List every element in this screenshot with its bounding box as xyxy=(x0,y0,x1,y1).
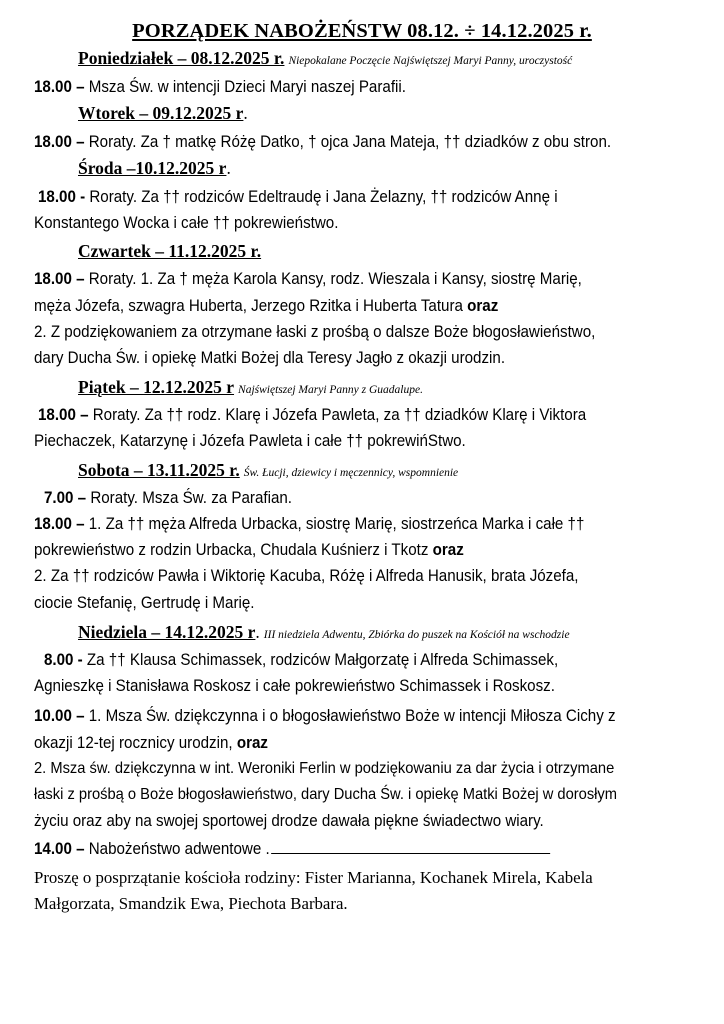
mass-text: łaski z prośbą o Boże błogosławieństwo, dary Ducha Św. i opiekę Matki Bożej w dorosłym xyxy=(34,786,618,803)
mass-time: 18.00 – xyxy=(34,133,85,151)
day-note: Najświętszej Maryi Panny z Guadalupe. xyxy=(238,384,423,396)
day-suffix: . xyxy=(226,158,231,178)
mass-text: Piechaczek, Katarzynę i Józefa Pawleta i całe †† pokrewińStwo. xyxy=(34,432,466,450)
day-heading-thursday xyxy=(78,241,261,262)
mass-time: 18.00 – xyxy=(38,406,89,424)
mass-text: Msza Św. w intencji Dzieci Maryi naszej Parafii. xyxy=(84,78,406,96)
cleaning-note-line: Proszę o posprzątanie kościoła rodziny: Fister Marianna, Kochanek Mirela, Kabela xyxy=(34,868,593,887)
mass-time: 18.00 – xyxy=(34,78,85,96)
cleaning-note-line: Małgorzata, Smandzik Ewa, Piechota Barbara. xyxy=(34,894,348,913)
day-name: Wtorek – 09.12.2025 r xyxy=(78,103,244,123)
mass-line xyxy=(34,323,595,342)
mass-line xyxy=(34,760,614,778)
mass-time: 8.00 - xyxy=(44,651,83,669)
mass-line xyxy=(34,515,584,534)
mass-line xyxy=(34,349,505,368)
mass-text: Za †† Klausa Schimassek, rodziców Małgorzatę i Alfreda Schimassek, xyxy=(82,651,559,669)
mass-text: życiu oraz aby na swojej sportowej drodze dawała piękne świadectwo wiary. xyxy=(34,812,544,830)
mass-time: 18.00 – xyxy=(34,270,85,288)
mass-line xyxy=(34,297,498,316)
day-heading-saturday xyxy=(78,460,458,481)
mass-text: 2. Za †† rodziców Pawła i Wiktorię Kacuba, Różę i Alfreda Hanusik, brata Józefa, xyxy=(34,567,579,585)
day-note: Św. Łucji, dziewicy i męczennicy, wspomnienie xyxy=(243,467,459,479)
day-heading-tuesday xyxy=(78,103,248,124)
day-name: Sobota – 13.11.2025 r. xyxy=(78,460,240,480)
mass-line xyxy=(34,677,555,696)
mass-line xyxy=(34,786,617,804)
mass-line xyxy=(34,541,464,560)
mass-time: 7.00 – xyxy=(44,489,87,507)
mass-line xyxy=(34,840,551,859)
mass-conjunction: oraz xyxy=(467,297,499,315)
day-suffix: . xyxy=(243,103,248,123)
mass-line xyxy=(44,489,292,508)
mass-text: 1. Msza Św. dziękczynna i o błogosławieństwo Boże w intencji Miłosza Cichy z xyxy=(84,707,616,725)
mass-time: 14.00 – xyxy=(34,840,85,858)
mass-line xyxy=(44,651,558,670)
mass-line xyxy=(34,707,616,726)
mass-line xyxy=(34,734,268,753)
mass-text: męża Józefa, szwagra Huberta, Jerzego Rzitka i Huberta Tatura xyxy=(34,297,468,315)
mass-time: 18.00 - xyxy=(38,188,86,206)
mass-text: 2. Z podziękowaniem za otrzymane łaski z prośbą o dalsze Boże błogosławieństwo, xyxy=(34,323,596,341)
mass-line xyxy=(34,432,466,451)
mass-line xyxy=(34,567,579,586)
mass-line xyxy=(34,812,544,831)
mass-time: 10.00 – xyxy=(34,707,85,725)
mass-text: Roraty. Msza Św. za Parafian. xyxy=(86,489,293,507)
mass-time: 18.00 – xyxy=(34,515,85,533)
day-name: Piątek – 12.12.2025 r xyxy=(78,377,235,397)
mass-conjunction: oraz xyxy=(236,734,268,752)
mass-line xyxy=(34,214,338,233)
mass-line xyxy=(38,406,586,425)
mass-text: pokrewieństwo z rodzin Urbacka, Chudala Kuśnierz i Tkotz xyxy=(34,541,433,559)
mass-line xyxy=(34,594,254,613)
mass-text: Roraty. Za † matkę Różę Datko, † ojca Jana Mateja, †† dziadków z obu stron. xyxy=(84,133,612,151)
mass-text: 2. Msza św. dziękczynna w int. Weroniki Ferlin w podziękowaniu za dar życia i otrzymane xyxy=(34,760,615,777)
day-name: Środa –10.12.2025 r xyxy=(78,158,227,178)
mass-text: dary Ducha Św. i opiekę Matki Bożej dla Teresy Jagło z okazji urodzin. xyxy=(34,349,506,367)
mass-text: ciocie Stefanię, Gertrudę i Marię. xyxy=(34,594,255,612)
mass-line xyxy=(34,133,611,152)
mass-text: 1. Za †† męża Alfreda Urbacka, siostrę Marię, siostrzeńca Marka i całe †† xyxy=(84,515,585,533)
mass-line xyxy=(34,78,406,97)
page-title: PORZĄDEK NABOŻEŃSTW 08.12. ÷ 14.12.2025 r. xyxy=(132,20,592,42)
mass-text: Agnieszkę i Stanisława Roskosz i całe pokrewieństwo Schimassek i Roskosz. xyxy=(34,677,555,695)
mass-text: Konstantego Wocka i całe †† pokrewieństwo. xyxy=(34,214,339,232)
mass-text: okazji 12-tej rocznicy urodzin, xyxy=(34,734,237,752)
day-heading-friday xyxy=(78,377,423,398)
mass-text: Nabożeństwo adwentowe . xyxy=(84,840,270,858)
day-name: Czwartek – 11.12.2025 r. xyxy=(78,241,262,261)
day-heading-wednesday xyxy=(78,158,231,179)
day-name: Poniedziałek – 08.12.2025 r. xyxy=(78,48,285,68)
mass-text: Roraty. Za †† rodz. Klarę i Józefa Pawleta, za †† dziadków Klarę i Viktora xyxy=(88,406,587,424)
day-name: Niedziela – 14.12.2025 r xyxy=(78,622,256,642)
day-note: Niepokalane Poczęcie Najświętszej Maryi Panny, uroczystość xyxy=(288,55,573,67)
mass-line xyxy=(34,270,582,289)
mass-text: Roraty. 1. Za † męża Karola Kansy, rodz. Wieszala i Kansy, siostrę Marię, xyxy=(84,270,582,288)
mass-text: Roraty. Za †† rodziców Edeltraudę i Jana Żelazny, †† rodziców Annę i xyxy=(85,188,558,206)
day-note: III niedziela Adwentu, Zbiórka do puszek na Kościół na wschodzie xyxy=(263,629,570,641)
blank-underline xyxy=(272,841,551,854)
mass-conjunction: oraz xyxy=(432,541,464,559)
mass-line xyxy=(38,188,558,207)
day-suffix: . xyxy=(255,622,260,642)
day-heading-monday xyxy=(78,48,572,69)
day-heading-sunday xyxy=(78,622,570,643)
